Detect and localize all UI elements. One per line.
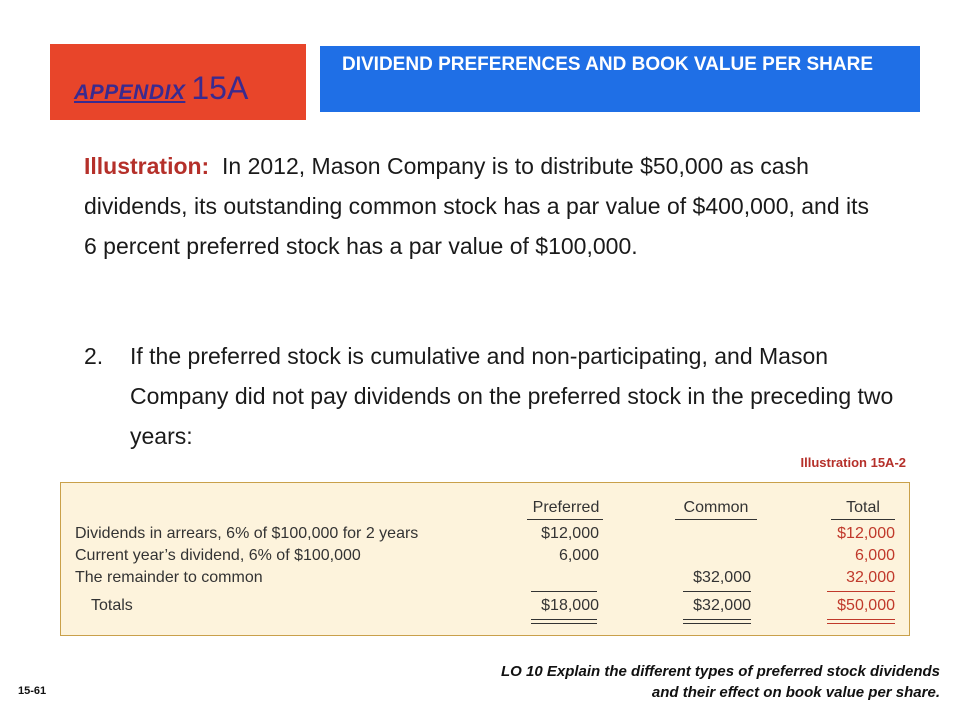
- cell-remainder-common: $32,000: [693, 569, 751, 586]
- cell-arrears-total: $12,000: [837, 525, 895, 542]
- double-rule-common-top: [683, 619, 751, 620]
- header-total: Total: [846, 499, 880, 516]
- illustration-intro: [84, 146, 884, 266]
- double-rule-total-bottom: [827, 623, 895, 624]
- learning-objective-line1: LO 10 Explain the different types of preferred stock dividends: [501, 663, 940, 680]
- row-label-remainder: The remainder to common: [75, 569, 263, 586]
- row-label-current: Current year’s dividend, 6% of $100,000: [75, 547, 361, 564]
- header-common: Common: [683, 499, 749, 516]
- cell-arrears-preferred: $12,000: [541, 525, 599, 542]
- cell-totals-total: $50,000: [837, 597, 895, 614]
- cell-totals-preferred: $18,000: [541, 597, 599, 614]
- item-text: If the preferred stock is cumulative and non-participating, and Mason Company did not pay dividends on the preferred stock in the preceding two years:: [130, 343, 894, 449]
- illustration-text: In 2012, Mason Company is to distribute $50,000 as cash dividends, its outstanding common stock has a par value of $400,000, and its 6 percent preferred stock has a par value of $100,000.: [84, 153, 870, 259]
- row-label-totals: Totals: [91, 597, 133, 614]
- slide-title: DIVIDEND PREFERENCES AND BOOK VALUE PER SHARE: [342, 54, 874, 75]
- cell-current-preferred: 6,000: [558, 547, 599, 564]
- learning-objective-line2: and their effect on book value per share.: [651, 684, 940, 701]
- slide-title-banner: [320, 46, 920, 112]
- cell-remainder-total: 32,000: [846, 569, 895, 586]
- double-rule-common-bottom: [683, 623, 751, 624]
- learning-objective: [320, 661, 940, 703]
- row-label-arrears: Dividends in arrears, 6% of $100,000 for 2 years: [75, 525, 419, 542]
- header-preferred: Preferred: [532, 499, 600, 516]
- numbered-item: [84, 336, 904, 456]
- appendix-word: APPENDIX: [74, 81, 186, 104]
- header-common-rule: [675, 519, 757, 520]
- double-rule-preferred-bottom: [531, 623, 597, 624]
- rule-preferred-subtotal: [531, 591, 597, 592]
- rule-common-subtotal: [683, 591, 751, 592]
- item-number: 2.: [84, 343, 104, 369]
- rule-total-subtotal: [827, 591, 895, 592]
- illustration-label: Illustration 15A-2: [800, 455, 906, 470]
- illustration-lead: Illustration:: [84, 153, 210, 179]
- page-number: 15-61: [18, 685, 47, 697]
- cell-totals-common: $32,000: [693, 597, 751, 614]
- header-total-rule: [831, 519, 895, 520]
- appendix-badge: [50, 44, 306, 120]
- appendix-number: 15A: [191, 70, 249, 106]
- double-rule-total-top: [827, 619, 895, 620]
- header-preferred-rule: [527, 519, 603, 520]
- dividend-table: [60, 482, 910, 636]
- cell-current-total: 6,000: [854, 547, 895, 564]
- double-rule-preferred-top: [531, 619, 597, 620]
